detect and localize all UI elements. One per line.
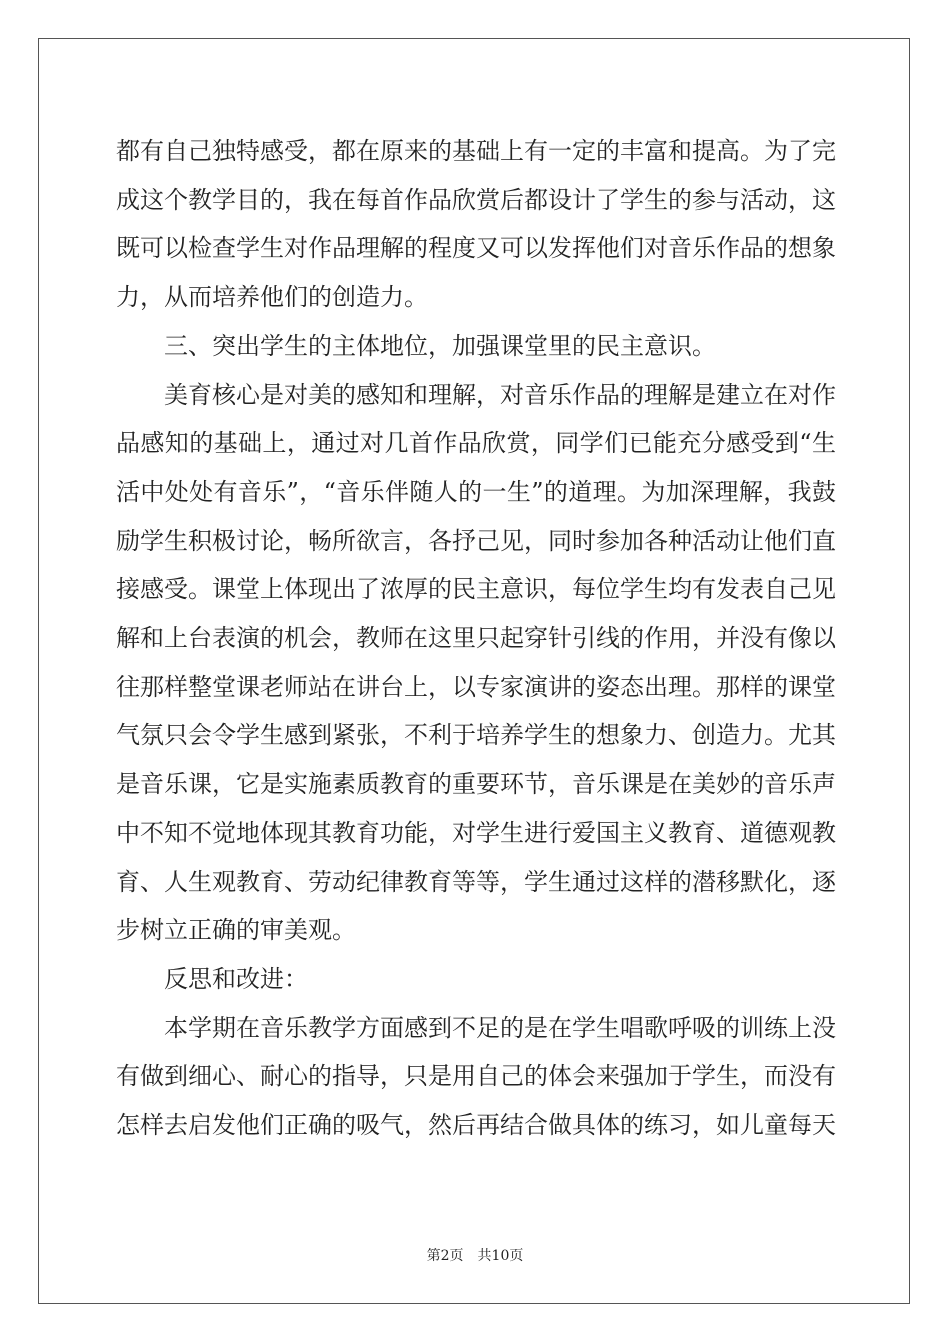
paragraph-continuation: 都有自己独特感受，都在原来的基础上有一定的丰富和提高。为了完成这个教学目的，我在每首作品欣赏后都设计了学生的参与活动，这既可以检查学生对作品理解的程度又可以发挥他们对音乐作品的想象力，从而培养他们的创造力。 bbox=[116, 137, 836, 312]
paragraph-aesthetic-education: 美育核心是对美的感知和理解，对音乐作品的理解是建立在对作品感知的基础上，通过对几首作品欣赏，同学们已能充分感受到“生活中处处有音乐”，“音乐伴随人的一生”的道理。为加深理解，我鼓励学生积极讨论，畅所欲言，各抒己见，同时参加各种活动让他们直接感受。课堂上体现出了浓厚的民主意识，每位学生均有发表自己见解和上台表演的机会，教师在这里只起穿针引线的作用，并没有像以往那样整堂课老师站在讲台上，以专家演讲的姿态出理。那样的课堂气氛只会令学生感到紧张，不利于培养学生的想象力、创造力。尤其是音乐课，它是实施素质教育的重要环节，音乐课是在美妙的音乐声中不知不觉地体现其教育功能，对学生进行爱国主义教育、道德观教育、人生观教育、劳动纪律教育等等，学生通过这样的潜移默化，逐步树立正确的审美观。 bbox=[116, 380, 836, 945]
section-heading-3: 三、突出学生的主体地位，加强课堂里的民主意识。 bbox=[164, 331, 716, 360]
document-body bbox=[116, 127, 836, 1150]
paragraph-improvement: 本学期在音乐教学方面感到不足的是在学生唱歌呼吸的训练上没有做到细心、耐心的指导，只是用自己的体会来强加于学生，而没有怎样去启发他们正确的吸气，然后再结合做具体的练习，如儿童每天 bbox=[116, 1013, 836, 1140]
page-total: 共10页 bbox=[477, 1248, 524, 1264]
page-number: 第2页 bbox=[426, 1248, 464, 1264]
page-footer bbox=[0, 1245, 950, 1265]
section-heading-reflection: 反思和改进： bbox=[164, 964, 308, 993]
